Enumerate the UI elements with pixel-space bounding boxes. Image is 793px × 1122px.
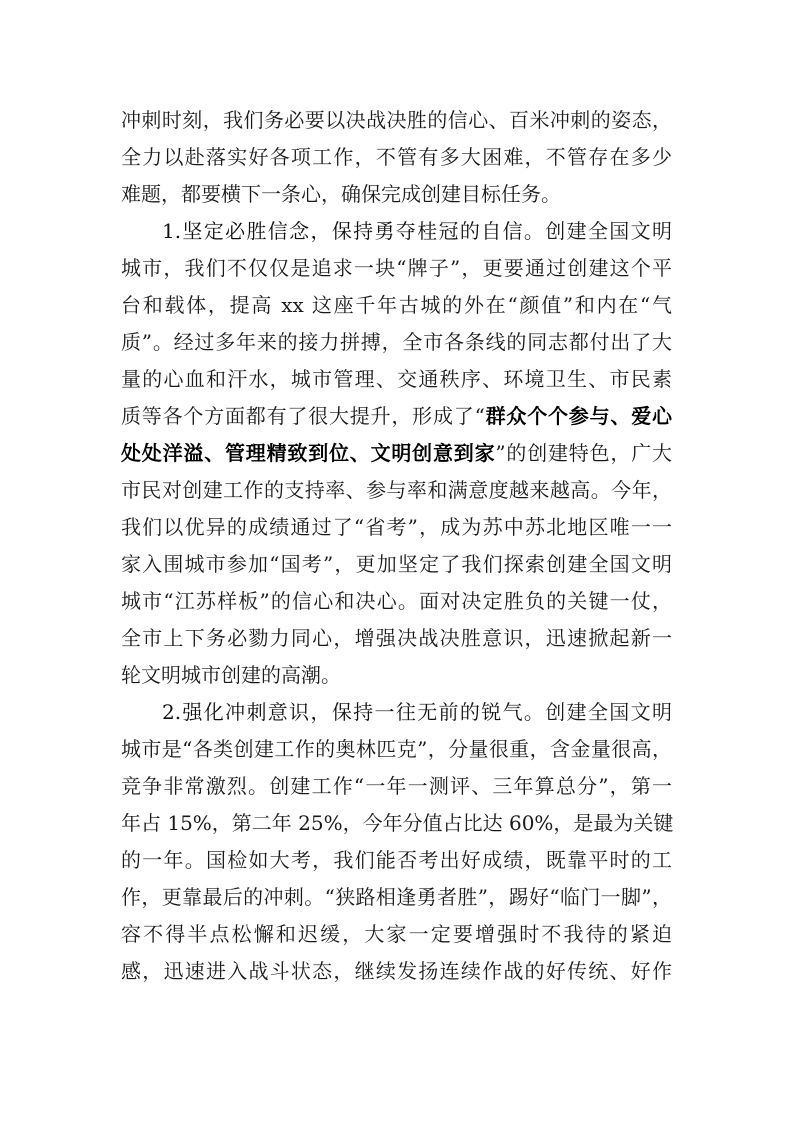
text-line <box>121 546 672 583</box>
text-line <box>121 361 672 398</box>
text-segment: 难题，都要横下一条心，确保完成创建目标任务。 <box>121 182 561 206</box>
text-segment: 台和载体，提高 xx 这座千年古城的外在“颜值”和内在“气 <box>121 293 672 317</box>
text-line <box>121 842 672 879</box>
text-line <box>121 176 672 213</box>
text-line <box>121 657 672 694</box>
text-line <box>121 620 672 657</box>
text-segment: 年占 15%，第二年 25%，今年分值占比达 60%，是最为关键 <box>121 811 674 835</box>
text-segment: 城市“江苏样板”的信心和决心。面对决定胜负的关键一仗， <box>121 589 672 613</box>
text-segment: 创建全国文明 <box>545 700 672 724</box>
section-heading: 1.坚定必胜信念，保持勇夺桂冠的自信。 <box>162 219 546 243</box>
text-line <box>121 953 672 990</box>
text-segment: 城市是“各类创建工作的奥林匹克”，分量很重，含金量很高， <box>121 737 672 761</box>
text-line <box>121 398 672 435</box>
emphasized-text: 处处洋溢、管理精致到位、文明创意到家 <box>121 441 496 465</box>
text-line <box>121 102 672 139</box>
body-text <box>121 102 672 990</box>
text-segment: 容不得半点松懈和迟缓，大家一定要增强时不我待的紧迫 <box>121 922 672 946</box>
text-segment: 的一年。国检如大考，我们能否考出好成绩，既靠平时的工 <box>121 848 672 872</box>
text-segment: 竞争非常激烈。创建工作“一年一测评、三年算总分”，第一 <box>121 774 672 798</box>
paragraph-heading-line <box>121 694 672 731</box>
text-line <box>121 916 672 953</box>
text-segment: ”的创建特色，广大 <box>495 441 673 465</box>
text-segment: 我们以优异的成绩通过了“省考”，成为苏中苏北地区唯一一 <box>121 515 672 539</box>
emphasized-text: 群众个个参与、爱心 <box>484 404 673 428</box>
text-line <box>121 139 672 176</box>
text-segment: 全市上下务必勠力同心，增强决战决胜意识，迅速掀起新一 <box>121 626 672 650</box>
text-line <box>121 731 672 768</box>
text-segment: 创建全国文明 <box>545 219 672 243</box>
text-line <box>121 250 672 287</box>
paragraph-heading-line <box>121 213 672 250</box>
text-segment: 全力以赴落实好各项工作，不管有多大困难，不管存在多少 <box>121 145 672 169</box>
text-line <box>121 805 672 842</box>
text-line <box>121 287 672 324</box>
text-line <box>121 509 672 546</box>
text-segment: 轮文明城市创建的高潮。 <box>121 663 341 687</box>
text-segment: 冲刺时刻，我们务必要以决战决胜的信心、百米冲刺的姿态， <box>121 108 672 132</box>
text-line <box>121 879 672 916</box>
text-segment: 城市，我们不仅仅是追求一块“牌子”，更要通过创建这个平 <box>121 256 672 280</box>
text-segment: 质等各个方面都有了很大提升，形成了“ <box>121 404 485 428</box>
section-heading: 2.强化冲刺意识，保持一往无前的锐气。 <box>162 700 546 724</box>
text-segment: 作，更靠最后的冲刺。“狭路相逢勇者胜”，踢好“临门一脚”， <box>121 885 672 909</box>
text-segment: 家入围城市参加“国考”，更加坚定了我们探索创建全国文明 <box>121 552 672 576</box>
text-line <box>121 768 672 805</box>
text-line <box>121 472 672 509</box>
text-segment: 市民对创建工作的支持率、参与率和满意度越来越高。今年， <box>121 478 672 502</box>
text-line <box>121 435 672 472</box>
text-line <box>121 583 672 620</box>
text-segment: 感，迅速进入战斗状态，继续发扬连续作战的好传统、好作 <box>121 959 672 983</box>
text-segment: 量的心血和汗水，城市管理、交通秩序、环境卫生、市民素 <box>121 367 672 391</box>
text-segment: 质”。经过多年来的接力拼搏，全市各条线的同志都付出了大 <box>121 330 672 354</box>
text-line <box>121 324 672 361</box>
